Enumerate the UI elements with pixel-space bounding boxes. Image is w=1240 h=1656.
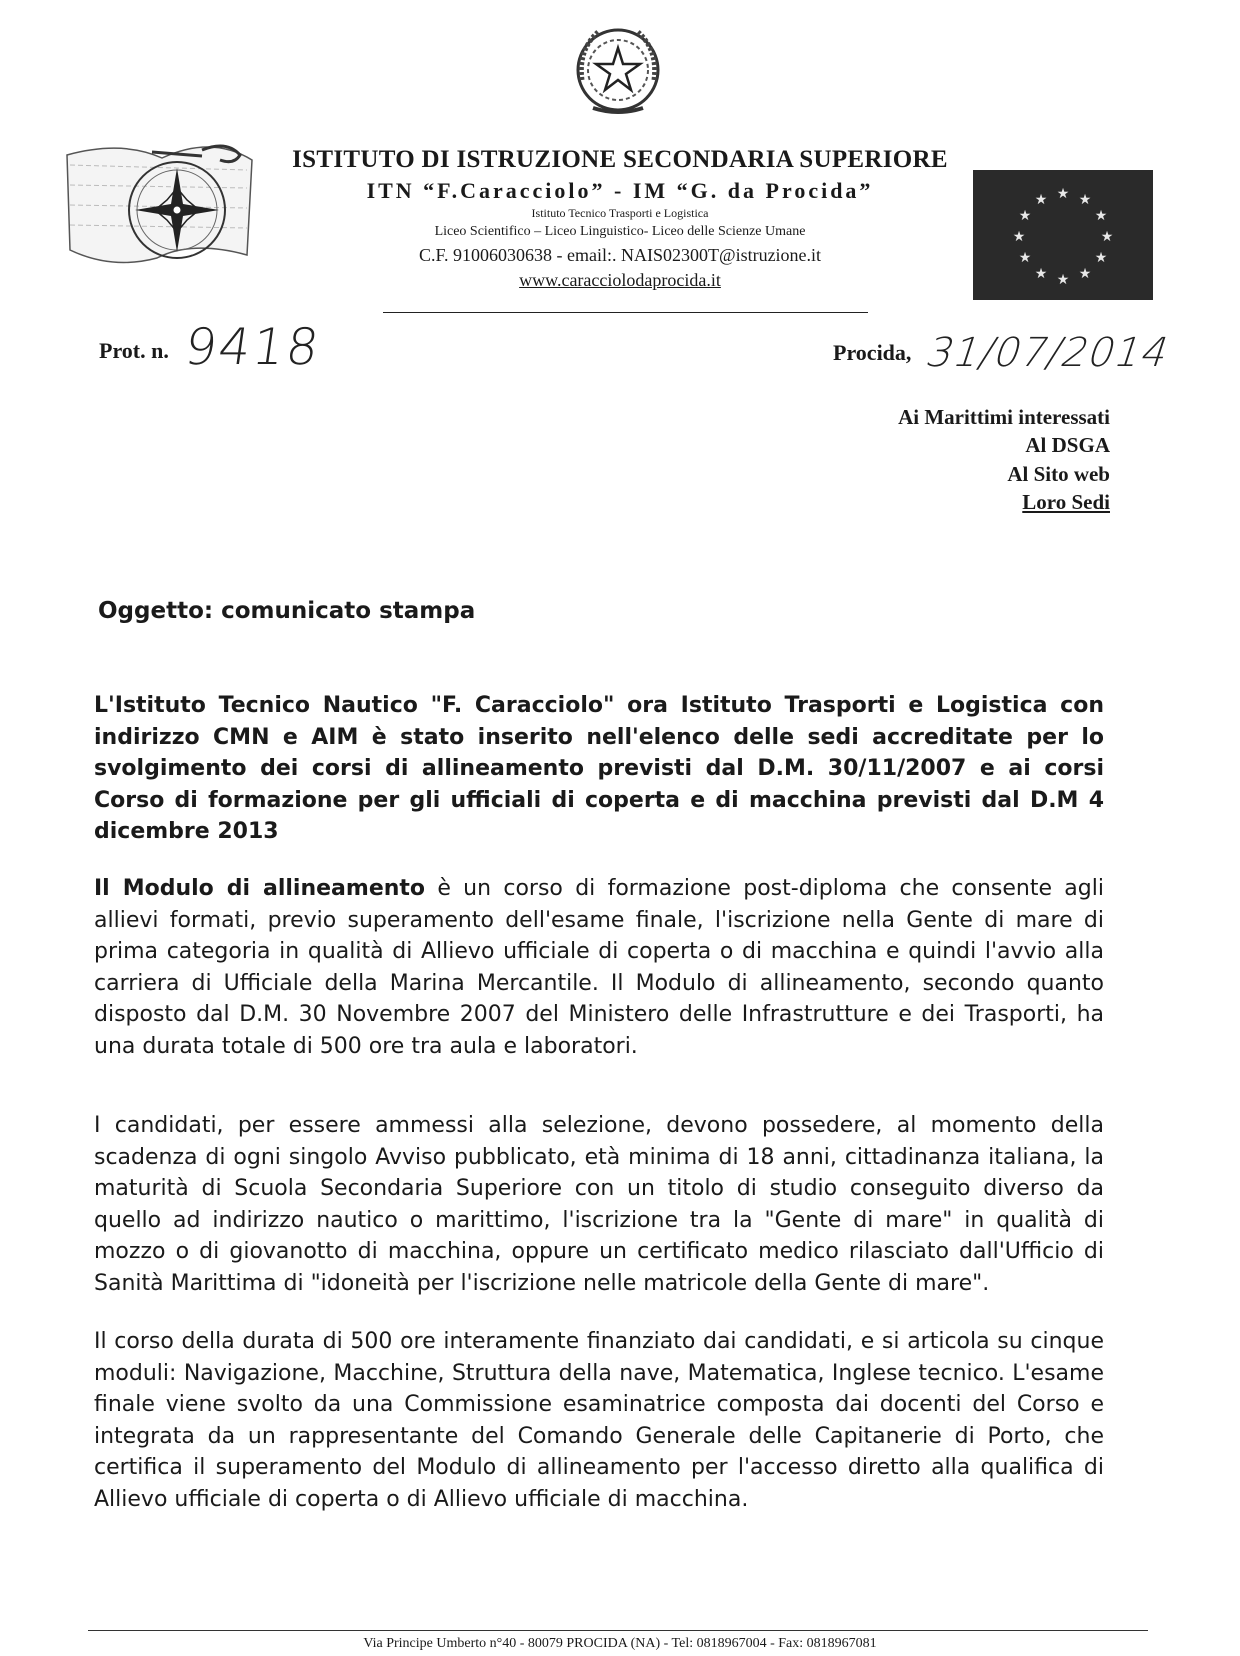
svg-text:★: ★ — [1094, 208, 1108, 224]
school-contact-line: C.F. 91006030638 - email:. NAIS02300T@istruzione.it — [418, 245, 822, 265]
header-divider — [383, 312, 868, 313]
svg-text:★: ★ — [1078, 266, 1092, 282]
footer-address: Via Principe Umberto n°40 - 80079 PROCIDA (NA) - Tel: 0818967004 - Fax: 0818967081 — [363, 1636, 877, 1651]
svg-text:★: ★ — [1034, 192, 1048, 208]
recipient-line: Loro Sedi — [1022, 490, 1110, 514]
svg-text:★: ★ — [1018, 208, 1032, 224]
subject-line: Oggetto: comunicato stampa — [98, 598, 476, 624]
italian-republic-emblem-icon — [568, 20, 668, 120]
svg-text:★: ★ — [1034, 266, 1048, 282]
protocol-label: Prot. n. — [99, 338, 169, 363]
school-website-link[interactable]: www.caracciolodaprocida.it — [519, 270, 721, 290]
school-name: ISTITUTO DI ISTRUZIONE SECONDARIA SUPERIORE — [292, 146, 948, 173]
svg-text:★: ★ — [1094, 250, 1108, 266]
school-branch-line: Istituto Tecnico Trasporti e Logistica — [531, 206, 709, 220]
svg-text:★: ★ — [1100, 229, 1114, 245]
svg-text:★: ★ — [1056, 272, 1070, 288]
intro-paragraph: L'Istituto Tecnico Nautico "F. Caracciolo" ora Istituto Trasporti e Logistica con indirizzo CMN e AIM è stato inserito nell'elenco delle sedi accreditate per lo svolgimento dei corsi di allineamento previsti dal D.M. 30/11/2007 e ai corsi Corso di formazione per gli ufficiali di coperta e di macchina previsti dal D.M 4 dicembre 2013 — [94, 693, 1104, 844]
footer-divider — [88, 1630, 1148, 1631]
recipient-line: Al Sito web — [1007, 462, 1110, 486]
svg-text:★: ★ — [1078, 192, 1092, 208]
compass-rose-logo-icon — [62, 130, 257, 280]
body-paragraph-1 — [94, 873, 1104, 1062]
school-subtitle: ITN “F.Caracciolo” - IM “G. da Procida” — [366, 178, 874, 203]
dateline-place: Procida, — [833, 340, 912, 365]
protocol-number: 9418 — [180, 318, 325, 376]
school-licei-line: Liceo Scientifico – Liceo Linguistico- Liceo delle Scienze Umane — [434, 224, 806, 239]
paragraph-text: è un corso di formazione post-diploma che consente agli allievi formati, previo superamento dell'esame finale, l'iscrizione nella Gente di mare di prima categoria in qualità di Allievo ufficiale di coperta o di macchina e quindi l'avvio alla carriera di Ufficiale della Marina Mercantile. Il Modulo di allineamento, secondo quanto disposto dal D.M. 30 Novembre 2007 del Ministero delle Infrastrutture e dei Trasporti, ha una durata totale di 500 ore tra aula e laboratori. — [94, 876, 1104, 1059]
dateline-date: 31/07/2014 — [920, 330, 1177, 376]
paragraph-lead: Il Modulo di allineamento — [94, 876, 426, 901]
body-paragraph-2: I candidati, per essere ammessi alla selezione, devono possedere, al momento della scadenza di ogni singolo Avviso pubblicato, età minima di 18 anni, cittadinanza italiana, la maturità di Scuola Secondaria Superiore con un titolo di studio conseguito diverso da quello ad indirizzo nautico o marittimo, l'iscrizione tra la "Gente di mare" in qualità di mozzo o di giovanotto di macchina, oppure un certificato medico rilasciato dall'Ufficio di Sanità Marittima di "idoneità per l'iscrizione nelle matricole della Gente di mare". — [94, 1113, 1104, 1296]
recipient-line: Al DSGA — [1025, 433, 1110, 457]
svg-text:★: ★ — [1056, 186, 1070, 202]
eu-flag-icon — [973, 170, 1153, 300]
svg-text:★: ★ — [1018, 250, 1032, 266]
recipient-line: Ai Marittimi interessati — [898, 405, 1110, 429]
body-paragraph-3: Il corso della durata di 500 ore interamente finanziato dai candidati, e si articola su cinque moduli: Navigazione, Macchine, Struttura della nave, Matematica, Inglese tecnico. L'esame finale viene svolto da una Commissione esaminatrice composta dai docenti del Corso e integrata da un rappresentante del Comando Generale delle Capitanerie di Porto, che certifica il superamento del Modulo di allineamento per l'accesso diretto alla qualifica di Allievo ufficiale di coperta o di Allievo ufficiale di macchina. — [94, 1329, 1104, 1512]
svg-text:★: ★ — [1012, 229, 1026, 245]
